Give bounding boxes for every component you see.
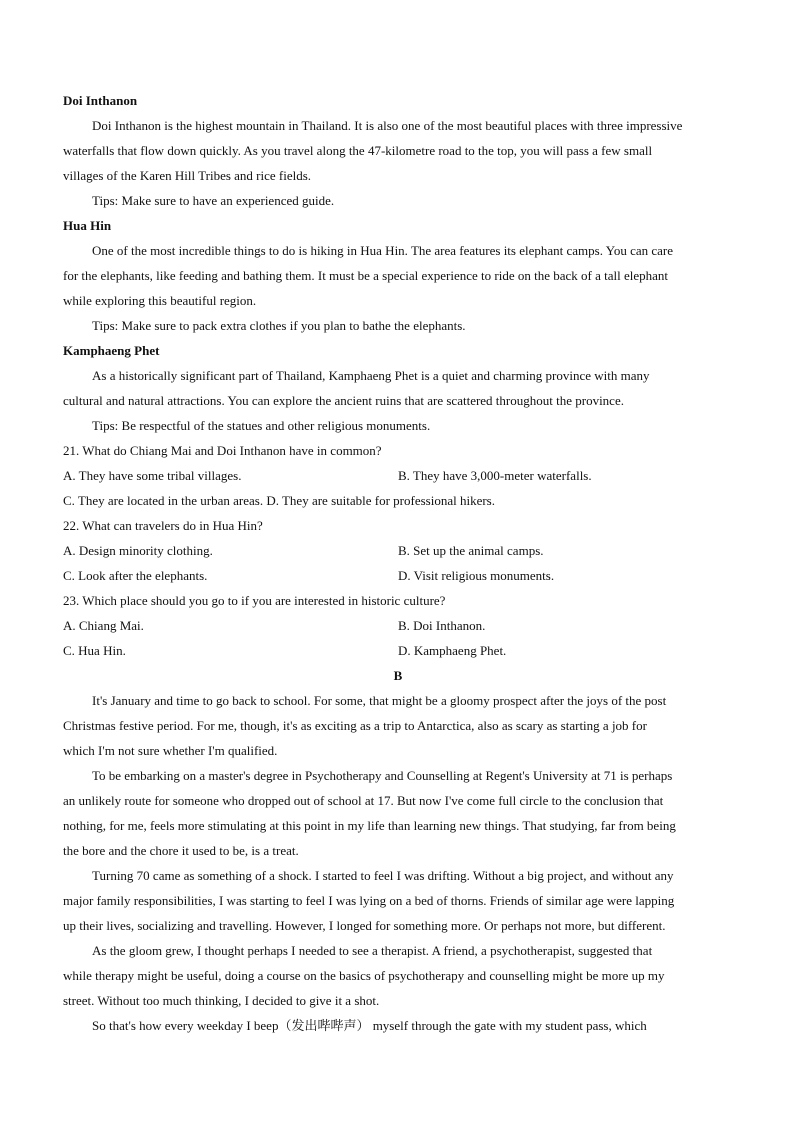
b-para2-line-2: an unlikely route for someone who dropped out of school at 17. But now I've come full circle to the conclusion that — [63, 793, 664, 808]
b-para4-line-3: street. Without too much thinking, I decided to give it a shot. — [63, 993, 380, 1008]
hua-para-line-1: One of the most incredible things to do is hiking in Hua Hin. The area features its elephant camps. You can care — [92, 243, 674, 258]
q21-option-b: B. They have 3,000-meter waterfalls. — [398, 468, 592, 483]
b-para3-line-1: Turning 70 came as something of a shock. I started to feel I was drifting. Without a big project, and without any — [92, 868, 674, 883]
b-para3-line-3: up their lives, socializing and travelling. However, I longed for something more. Or perhaps not more, but different. — [63, 918, 666, 933]
b-para1-line-1: It's January and time to go back to school. For some, that might be a gloomy prospect after the joys of the post — [92, 693, 667, 708]
q22-option-b: B. Set up the animal camps. — [398, 543, 544, 558]
q23-option-a: A. Chiang Mai. — [63, 618, 144, 633]
hua-para-line-3: while exploring this beautiful region. — [63, 293, 257, 308]
q22-option-d: D. Visit religious monuments. — [398, 568, 555, 583]
doi-inthanon-heading: Doi Inthanon — [63, 93, 138, 108]
question-21-options-cd: C. They are located in the urban areas. D. They are suitable for professional hikers. — [63, 493, 495, 508]
document-page — [63, 88, 733, 1038]
q23-option-d: D. Kamphaeng Phet. — [398, 643, 507, 658]
b-para5-line-1: So that's how every weekday I beep（发出哔哔声） myself through the gate with my student pass, which — [92, 1018, 647, 1033]
b-para2-line-3: nothing, for me, feels more stimulating at this point in my life than learning new things. That studying, far from being — [63, 818, 676, 833]
hua-tip: Tips: Make sure to pack extra clothes if you plan to bathe the elephants. — [92, 318, 466, 333]
kam-para-line-1: As a historically significant part of Thailand, Kamphaeng Phet is a quiet and charming province with many — [92, 368, 650, 383]
q23-option-b: B. Doi Inthanon. — [398, 618, 486, 633]
b-para4-line-2: while therapy might be useful, doing a course on the basics of psychotherapy and counselling might be more up my — [63, 968, 665, 983]
doi-tip: Tips: Make sure to have an experienced guide. — [92, 193, 335, 208]
section-b-label: B — [393, 668, 403, 683]
question-23-stem: 23. Which place should you go to if you are interested in historic culture? — [63, 593, 446, 608]
b-para1-line-3: which I'm not sure whether I'm qualified. — [63, 743, 278, 758]
question-23-options-ab — [63, 613, 733, 638]
hua-para-line-2: for the elephants, like feeding and bathing them. It must be a special experience to ride on the back of a tall elephant — [63, 268, 668, 283]
hua-hin-heading: Hua Hin — [63, 218, 112, 233]
question-22-stem: 22. What can travelers do in Hua Hin? — [63, 518, 263, 533]
doi-para-line-3: villages of the Karen Hill Tribes and rice fields. — [63, 168, 312, 183]
kam-tip: Tips: Be respectful of the statues and other religious monuments. — [92, 418, 431, 433]
question-21-options-ab — [63, 463, 733, 488]
kamphaeng-phet-heading: Kamphaeng Phet — [63, 343, 160, 358]
q22-option-a: A. Design minority clothing. — [63, 543, 213, 558]
q23-option-c: C. Hua Hin. — [63, 643, 126, 658]
q22-option-c: C. Look after the elephants. — [63, 568, 208, 583]
q21-option-a: A. They have some tribal villages. — [63, 468, 242, 483]
b-para4-line-1: As the gloom grew, I thought perhaps I needed to see a therapist. A friend, a psychotherapist, suggested that — [92, 943, 653, 958]
doi-para-line-1: Doi Inthanon is the highest mountain in Thailand. It is also one of the most beautiful places with three impressive — [92, 118, 683, 133]
b-para2-line-4: the bore and the chore it used to be, is a treat. — [63, 843, 299, 858]
b-para3-line-2: major family responsibilities, I was starting to feel I was lying on a bed of thorns. Friends of similar age were lapping — [63, 893, 675, 908]
b-para1-line-2: Christmas festive period. For me, though, it's as exciting as a trip to Antarctica, also as scary as starting a job for — [63, 718, 647, 733]
b-para2-line-1: To be embarking on a master's degree in Psychotherapy and Counselling at Regent's University at 71 is perhaps — [92, 768, 673, 783]
question-21-stem: 21. What do Chiang Mai and Doi Inthanon have in common? — [63, 443, 382, 458]
question-22-options-ab — [63, 538, 733, 563]
kam-para-line-2: cultural and natural attractions. You can explore the ancient ruins that are scattered throughout the province. — [63, 393, 624, 408]
question-23-options-cd — [63, 638, 733, 663]
question-22-options-cd — [63, 563, 733, 588]
doi-para-line-2: waterfalls that flow down quickly. As you travel along the 47-kilometre road to the top, you will pass a few small — [63, 143, 653, 158]
